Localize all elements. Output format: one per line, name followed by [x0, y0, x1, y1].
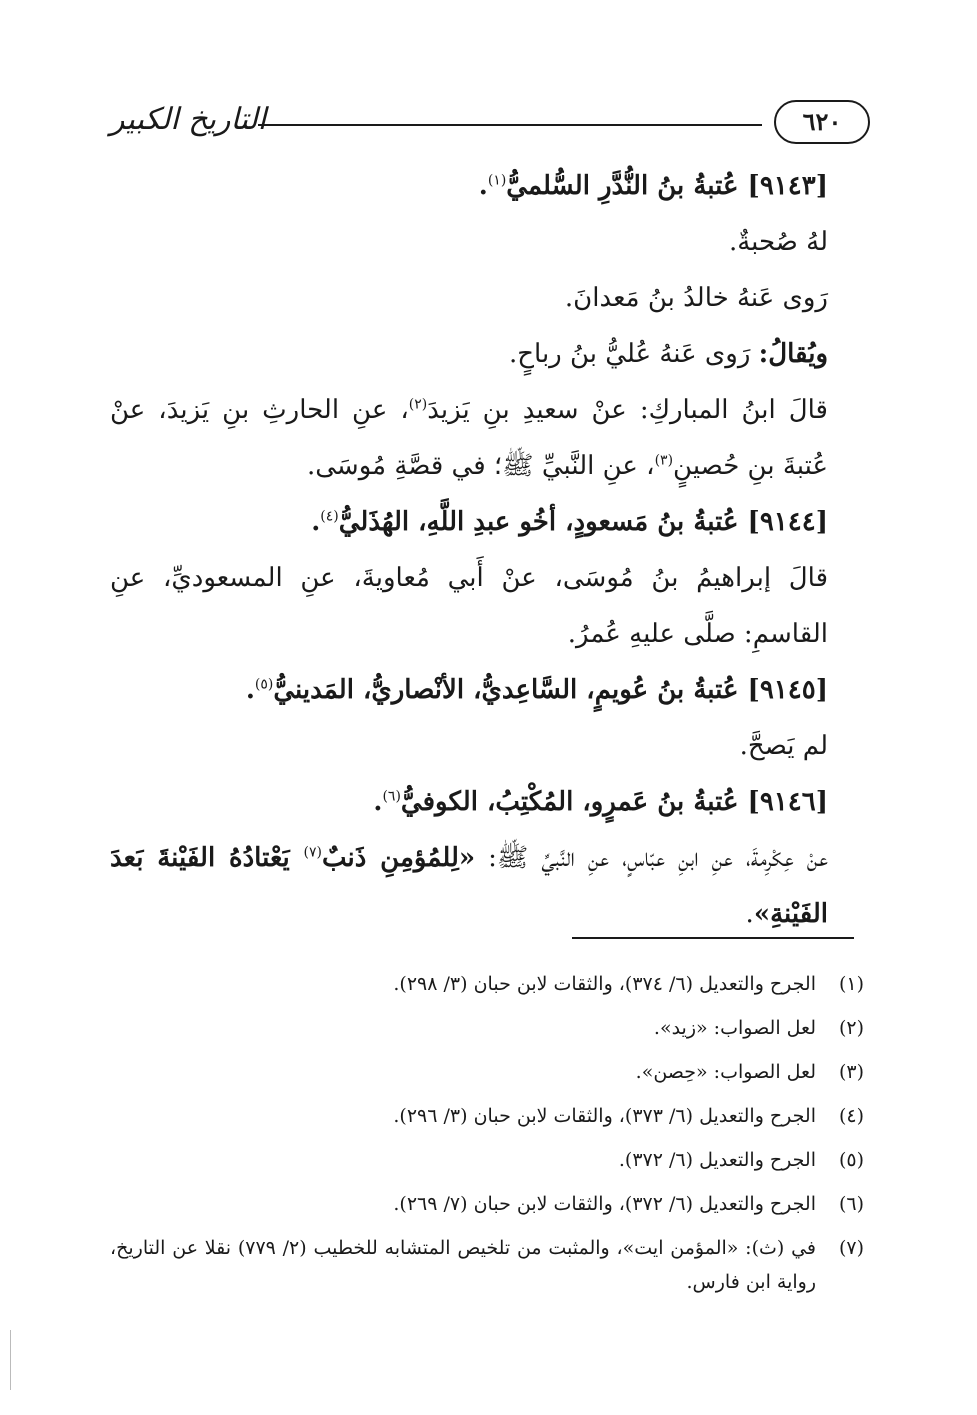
footnote-text: الجرح والتعديل (٦/ ٣٧٢). — [618, 1149, 816, 1171]
footnote-item — [110, 1050, 870, 1094]
footnote-text: الجرح والتعديل (٦/ ٣٧٢)، والثقات لابن حبان (٧/ ٢٦٩). — [393, 1193, 816, 1215]
footnote-number: (٥) — [838, 1149, 864, 1171]
footnote-number: (٣) — [838, 1061, 864, 1083]
hadith-quote: «لِلمُؤمِنِ ذَنبٌ — [322, 843, 476, 873]
page-number: ٦٢٠ — [774, 100, 870, 144]
footnote-ref: (٢) — [408, 396, 428, 413]
footnote-number: (١) — [838, 973, 864, 995]
scan-margin-mark — [10, 1330, 11, 1390]
footnote-item — [110, 962, 870, 1006]
entry-line: لم يَصحَّ. — [739, 731, 828, 761]
footnote-number: (٢) — [838, 1017, 864, 1039]
main-text — [110, 158, 870, 942]
footnote-ref: (٣) — [654, 452, 674, 469]
header-rule — [258, 124, 762, 126]
bold-term: ويُقالُ: — [758, 339, 828, 369]
footnote-text: لعل الصواب: «حِصن». — [635, 1061, 816, 1083]
page-header — [110, 100, 870, 148]
footnote-ref: (٥) — [254, 676, 274, 693]
footnote-number: (٧) — [838, 1237, 864, 1259]
footnote-ref: (١) — [487, 172, 507, 189]
entry-line: لهُ صُحبةٌ. — [728, 227, 828, 257]
entry-heading-9146: [٩١٤٦] عُتبةُ بنُ عَمرٍو، المُكْتِبُ، الكوفيُّ$^{(٦)}$. — [373, 787, 828, 817]
footnote-item — [110, 1182, 870, 1226]
footnote-item — [110, 1006, 870, 1050]
entry-line: ويُقالُ: رَوى عَنهُ عُليُّ بنُ رباحٍ. — [508, 339, 828, 369]
hadith-quote: يَعْتادُهُ الفَيْنةَ بَعدَ الفَيْنةِ» — [110, 843, 828, 929]
footnote-item — [110, 1094, 870, 1138]
entry-paragraph: قالَ ابنُ المباركِ: عنْ سعيدِ بنِ يَزيدَ$^{(٢)}$، عنِ الحارثِ بنِ يَزيدَ، عنْ عُتبةَ بنِ حُصينٍ$^{(٣)}$، عنِ النَّبيِّ ﷺ؛ في قصَّةِ مُوسَى. — [110, 395, 828, 481]
footnote-ref: (٤) — [320, 508, 339, 525]
entry-line: رَوى عَنهُ خالدُ بنُ مَعدانَ. — [564, 283, 828, 313]
footnote-item — [110, 1138, 870, 1182]
entry-heading-9143: [٩١٤٣] عُتبةُ بنُ النُّدَّرِ السُّلميُّ$^{(١)}$. — [478, 171, 828, 201]
running-title: التاريخ الكبير — [110, 102, 267, 137]
footnote-text: الجرح والتعديل (٦/ ٣٧٤)، والثقات لابن حبان (٣/ ٢٩٨). — [393, 973, 816, 995]
entry-heading-9144: [٩١٤٤] عُتبةُ بنُ مَسعودٍ، أخُو عبدِ اللَّهِ، الهُذَليُّ$^{(٤)}$. — [311, 507, 828, 537]
footnote-separator — [572, 937, 854, 939]
footnote-number: (٤) — [838, 1105, 864, 1127]
entry-paragraph: قالَ إبراهيمُ بنُ مُوسَى، عنْ أَبي مُعاويةَ، عنِ المسعوديِّ، عنِ القاسمِ: صلَّى عليهِ عُمرُ. — [110, 563, 828, 649]
footnote-text: في (ث): «المؤمن ايت»، والمثبت من تلخيص المتشابه للخطيب (٢/ ٧٧٩) نقلا عن التاريخ، رواية ابن فارس. — [110, 1237, 816, 1293]
footnotes — [110, 962, 870, 1304]
footnote-item — [110, 1226, 870, 1304]
footnote-text: لعل الصواب: «زيد». — [653, 1017, 816, 1039]
footnote-text: الجرح والتعديل (٦/ ٣٧٣)، والثقات لابن حبان (٣/ ٢٩٦). — [393, 1105, 816, 1127]
footnote-ref: (٦) — [382, 788, 401, 805]
entry-paragraph: عنْ عِكْرِمةَ، عنِ ابنِ عبّاسٍ، عنِ النَّبيِّ ﷺ: «لِلمُؤمِنِ ذَنبٌ$^{(٧)}$ يَعْتادُهُ الفَيْنةَ بَعدَ الفَيْنةِ». — [110, 843, 829, 929]
footnote-number: (٦) — [838, 1193, 864, 1215]
entry-heading-9145: [٩١٤٥] عُتبةُ بنُ عُويمٍ، السَّاعِديُّ، الأنْصاريُّ، المَدينيُّ$^{(٥)}$. — [245, 675, 828, 705]
footnote-ref: (٧) — [303, 844, 323, 861]
